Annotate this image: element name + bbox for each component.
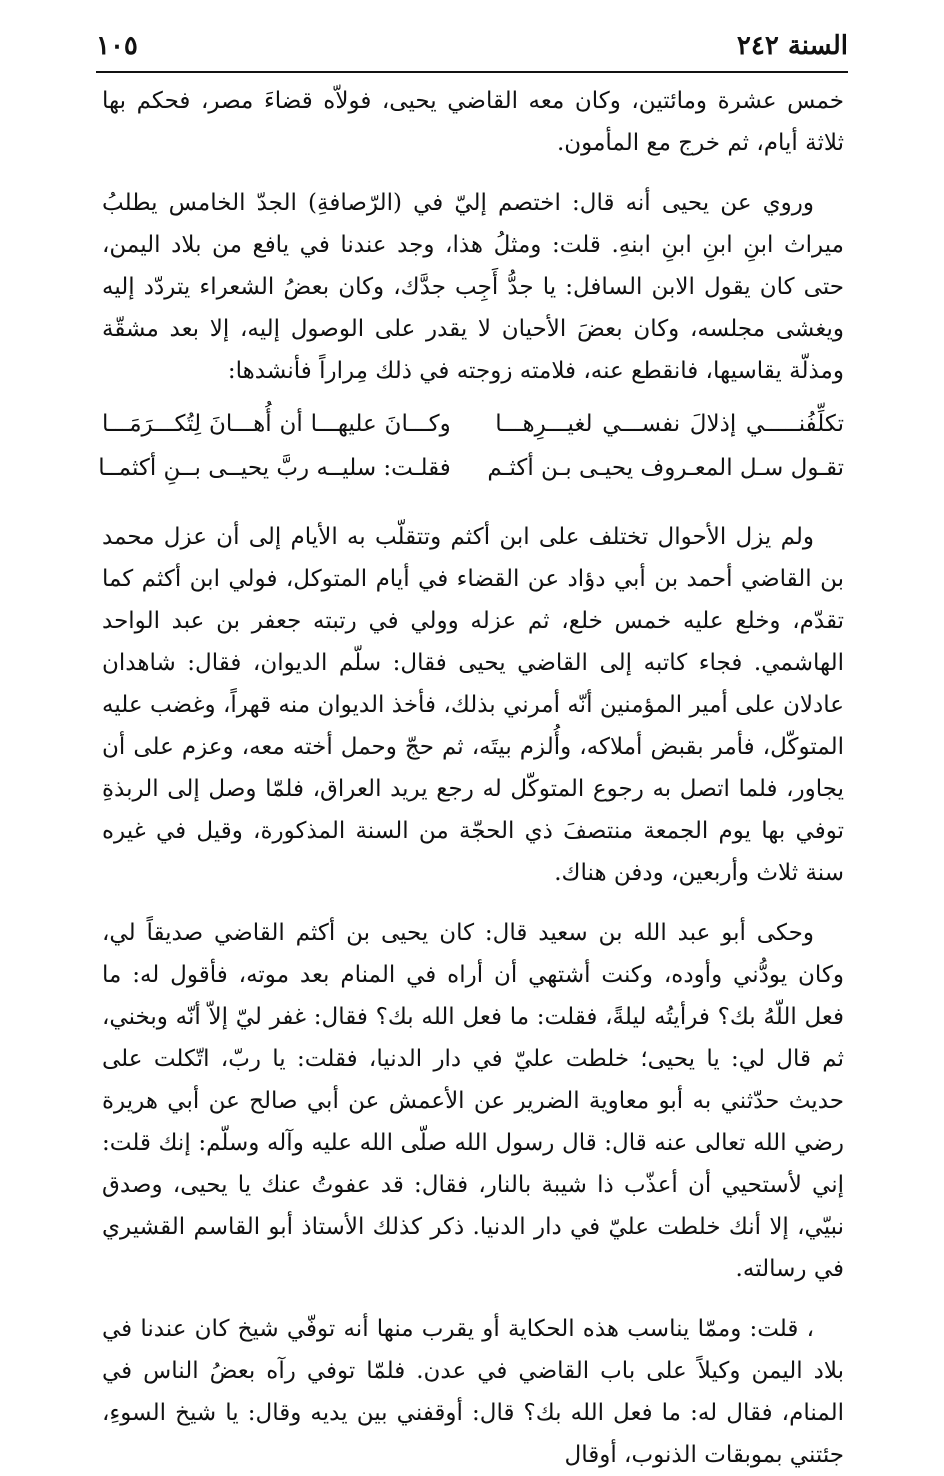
verse-2-second-hemistich: فقلـت: سليــه ربَّ يحيــى بــنِ أكثمــا xyxy=(98,455,451,481)
page-body xyxy=(98,80,844,1476)
paragraph-gap xyxy=(102,894,844,912)
paragraph-gap xyxy=(102,164,844,182)
header-rule xyxy=(96,71,848,73)
paragraph-gap xyxy=(102,498,844,516)
running-header xyxy=(96,26,848,66)
verse-1-second-hemistich: وكـــانَ عليهـــا أن أُهـــانَ لِتُكـــرَمَـــا xyxy=(102,411,451,437)
poem-verse-1 xyxy=(102,402,844,446)
paragraph-2: وروي عن يحيى أنه قال: اختصم إليّ في (الرّصافةِ) الجدّ الخامس يطلبُ ميراث ابنِ ابنِ ابنِ ابنهِ. قلت: ومثلُ هذا، وجد عندنا في يافع من بلاد اليمن، حتى كان يقول الابن السافل: يا جدُّ أَجِب جدَّك، وكان بعضُ الشعراء يتردّد إليه ويغشى مجلسه، وكان بعضَ الأحيان لا يقدر على الوصول إليه، إلا بعد مشقّة ومذلّة يقاسيها، فانقطع عنه، فلامته زوجته في ذلك مِراراً فأنشدها: xyxy=(102,190,844,384)
page-number: ١٠٥ xyxy=(96,31,138,61)
paragraph-1: خمس عشرة ومائتين، وكان معه القاضي يحيى، فولاّه قضاءَ مصر، فحكم بها ثلاثة أيام، ثم خرج مع المأمون. xyxy=(102,88,844,156)
paragraph-5: ، قلت: وممّا يناسب هذه الحكاية أو يقرب منها أنه توفّي شيخ كان عندنا في بلاد اليمن وكيلاً على باب القاضي في عدن. فلمّا توفي رآه بعضُ الناس في المنام، فقال له: ما فعل الله بك؟ قال: أوقفني بين يديه وقال: يا شيخ السوءِ، جئتني بموبقات الذنوب، أوقال xyxy=(102,1316,844,1468)
paragraph-gap xyxy=(102,1290,844,1308)
verse-1-first-hemistich: تكلِّفُنـــــي إذلالَ نفســـي لغيـــرِهـــا xyxy=(495,411,844,437)
poem-verse-2 xyxy=(98,446,844,490)
verse-2-first-hemistich: تقـول سـل المعـروف يحيـى بـن أكثـم xyxy=(487,455,844,481)
paragraph-4: وحكى أبو عبد الله بن سعيد قال: كان يحيى بن أكثم القاضي صديقاً لي، وكان يودُّني وأوده، وكنت أشتهي أن أراه في المنام بعد موته، فأقول له: ما فعل اللّهُ بك؟ فرأيتُه ليلةً، فقلت: ما فعل الله بك؟ فقال: غفر ليّ إلاّ أنّه وبخني، ثم قال لي: يا يحيى؛ خلطت عليّ في دار الدنيا، فقلت: يا ربّ، اتّكلت على حديث حدّثني به أبو معاوية الضرير عن الأعمش عن أبي صالح عن أبي هريرة رضي الله تعالى عنه قال: قال رسول الله صلّى الله عليه وآله وسلّم: إنك قلت: إني لأستحيي أن أعذّب ذا شيبة بالنار، فقال: قد عفوتُ عنك يا يحيى، وصدق نبيّي، إلا أنك خلطت عليّ في دار الدنيا. ذكر كذلك الأستاذ أبو القاسم القشيري في رسالته. xyxy=(102,920,844,1282)
year-label: السنة ٢٤٢ xyxy=(736,31,848,61)
poem xyxy=(98,402,844,490)
paragraph-3: ولم يزل الأحوال تختلف على ابن أكثم وتتقلّب به الأيام إلى أن عزل محمد بن القاضي أحمد بن أبي دؤاد عن القضاء في أيام المتوكل، فولي ابن أكثم كما تقدّم، وخلع عليه خمس خلع، ثم عزله وولي في رتبته جعفر بن عبد الواحد الهاشمي. فجاء كاتبه إلى القاضي يحيى فقال: سلّم الديوان، فقال: شاهدان عادلان على أمير المؤمنين أنّه أمرني بذلك، فأخذ الديوان منه قهراً، وغضب عليه المتوكّل، فأمر بقبض أملاكه، وأُلزم بيتَه، ثم حجّ وحمل أخته معه، وعزم على أن يجاور، فلما اتصل به رجوع المتوكّل له رجع يريد العراق، فلمّا وصل إلى الربذةِ توفي بها يوم الجمعة منتصفَ ذي الحجّة من السنة المذكورة، وقيل في غيره سنة ثلاث وأربعين، ودفن هناك. xyxy=(102,524,844,886)
